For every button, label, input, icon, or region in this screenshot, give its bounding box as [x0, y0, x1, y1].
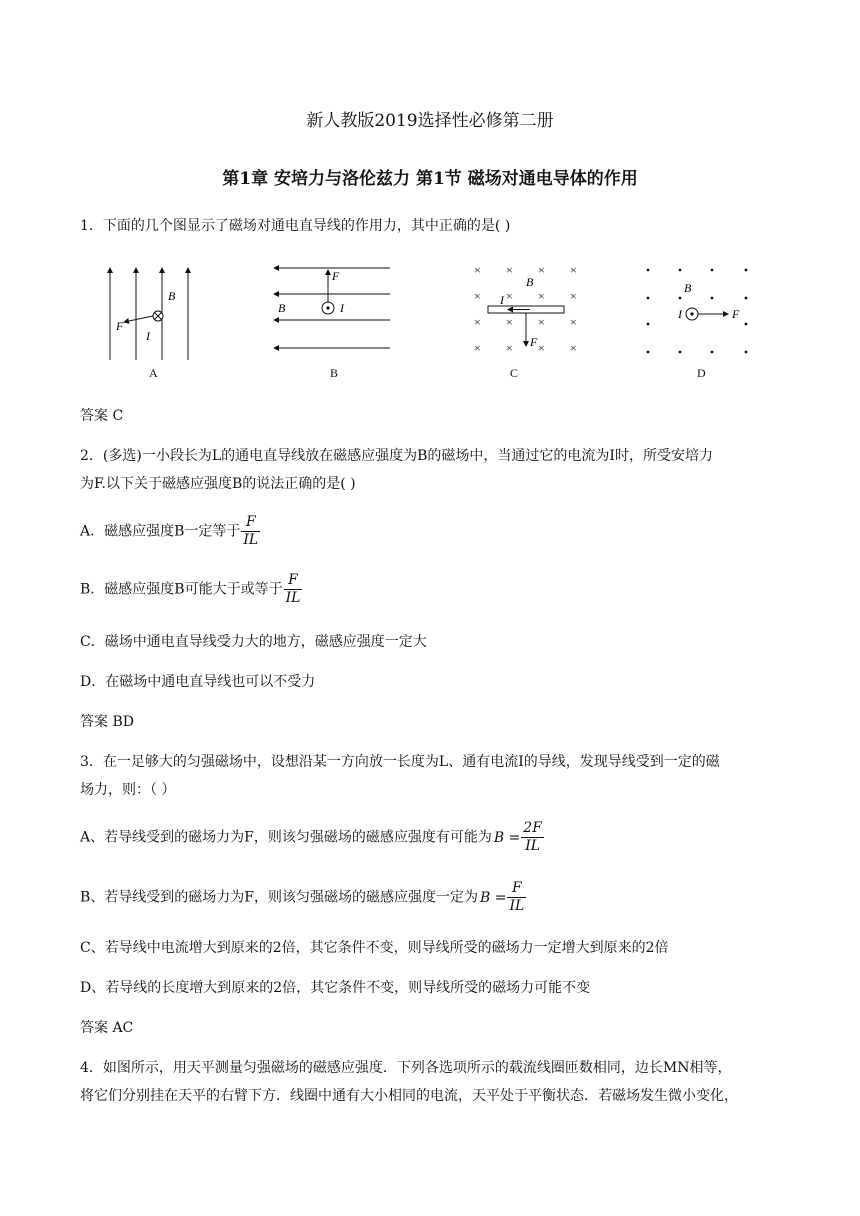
svg-text:×: ×: [538, 263, 545, 277]
q1-figure-d: [640, 262, 760, 366]
q1-caption-d: D: [697, 366, 706, 380]
q1-figure-b: [270, 262, 395, 366]
svg-text:×: ×: [538, 341, 545, 355]
q2-stem-line2: 为F.以下关于磁感应强度B的说法正确的是( ): [80, 476, 356, 492]
svg-text:×: ×: [570, 263, 577, 277]
svg-text:×: ×: [570, 289, 577, 303]
fraction-f-over-il: $\frac{F}{IL}$: [509, 880, 525, 914]
svg-text:×: ×: [506, 341, 513, 355]
q2-option-b: [80, 572, 302, 607]
label-f: F: [530, 335, 538, 349]
q1-figure-c: [470, 262, 585, 366]
svg-text:×: ×: [506, 315, 513, 329]
q2-option-c: C．磁场中通电直导线受力大的地方，磁感应强度一定大: [80, 634, 427, 650]
label-f: F: [332, 269, 340, 283]
svg-text:×: ×: [506, 289, 513, 303]
q2-option-b-text: B．磁感应强度B可能大于或等于: [80, 581, 283, 598]
svg-text:×: ×: [570, 341, 577, 355]
q3-stem-line2: 场力，则：（ ）: [80, 782, 176, 798]
q3-answer: 答案 AC: [80, 1020, 134, 1036]
q2-option-d: D．在磁场中通电直导线也可以不受力: [80, 674, 316, 690]
label-f: F: [116, 319, 124, 333]
svg-text:×: ×: [506, 263, 513, 277]
q4-line1: 4．如图所示，用天平测量匀强磁场的磁感应强度．下列各选项所示的载流线圈匝数相同，边长MN相等，: [80, 1060, 732, 1076]
fraction-2f-over-il: $\frac{2F}{IL}$: [523, 820, 542, 854]
q2-answer: 答案 BD: [80, 714, 134, 730]
svg-text:×: ×: [474, 315, 481, 329]
fraction-f-over-il: $\frac{F}{IL}$: [243, 514, 259, 548]
label-i: I: [340, 301, 344, 315]
label-i: I: [500, 293, 504, 307]
label-b: B: [526, 275, 534, 289]
svg-text:×: ×: [474, 289, 481, 303]
label-f: F: [732, 307, 740, 321]
label-i: I: [678, 307, 682, 321]
q3-option-b: B、若导线受到的磁场力为F，则该匀强磁场的磁感应强度一定为 B = $\frac{F}{IL}$: [80, 880, 525, 914]
q2-option-a: [80, 514, 260, 549]
q3-option-b-text: B、若导线受到的磁场力为F，则该匀强磁场的磁感应强度一定为: [80, 889, 479, 906]
q3-option-d: D、若导线的长度增大到原来的2倍，其它条件不变，则导线所受的磁场力可能不变: [80, 980, 591, 996]
q2-option-a-text: A．磁感应强度B一定等于: [80, 523, 241, 540]
q3-option-a-text: A、若导线受到的磁场力为F，则该匀强磁场的磁感应强度有可能为: [80, 829, 492, 846]
q1-stem: 1．下面的几个图显示了磁场对通电直导线的作用力，其中正确的是( ): [80, 218, 511, 234]
svg-text:×: ×: [570, 315, 577, 329]
q1-answer: 答案 C: [80, 408, 124, 424]
q3-option-a: A、若导线受到的磁场力为F，则该匀强磁场的磁感应强度有可能为 B = $\frac{2F}{IL}$: [80, 820, 542, 854]
q1-caption-b: B: [330, 366, 339, 380]
svg-text:×: ×: [538, 315, 545, 329]
svg-text:×: ×: [474, 341, 481, 355]
label-i: I: [146, 329, 150, 343]
q1-figure-a: [100, 262, 200, 366]
label-b: B: [278, 301, 286, 315]
force-arrow: [124, 316, 153, 322]
q3-stem-line1: 3．在一足够大的匀强磁场中，设想沿某一方向放一长度为L、通有电流I的导线，发现导线受到一定的磁: [80, 754, 720, 770]
label-b: B: [168, 289, 176, 303]
label-b: B: [684, 281, 692, 295]
q1-caption-c: C: [510, 366, 519, 380]
q2-stem-line1: 2．(多选)一小段长为L的通电直导线放在磁感应强度为B的磁场中，当通过它的电流为I时，所受安培力: [80, 448, 713, 464]
svg-text:×: ×: [538, 289, 545, 303]
book-title: 新人教版2019选择性必修第二册: [306, 111, 554, 131]
q1-caption-a: A: [149, 366, 158, 380]
chapter-title: 第1章 安培力与洛伦兹力 第1节 磁场对通电导体的作用: [222, 169, 638, 189]
svg-text:×: ×: [474, 263, 481, 277]
q3-option-c: C、若导线中电流增大到原来的2倍，其它条件不变，则导线所受的磁场力一定增大到原来的2倍: [80, 940, 669, 956]
fraction-f-over-il: $\frac{F}{IL}$: [285, 572, 301, 606]
q4-line2: 将它们分别挂在天平的右臂下方．线圈中通有大小相同的电流，天平处于平衡状态．若磁场发生微小变化，: [80, 1088, 738, 1104]
